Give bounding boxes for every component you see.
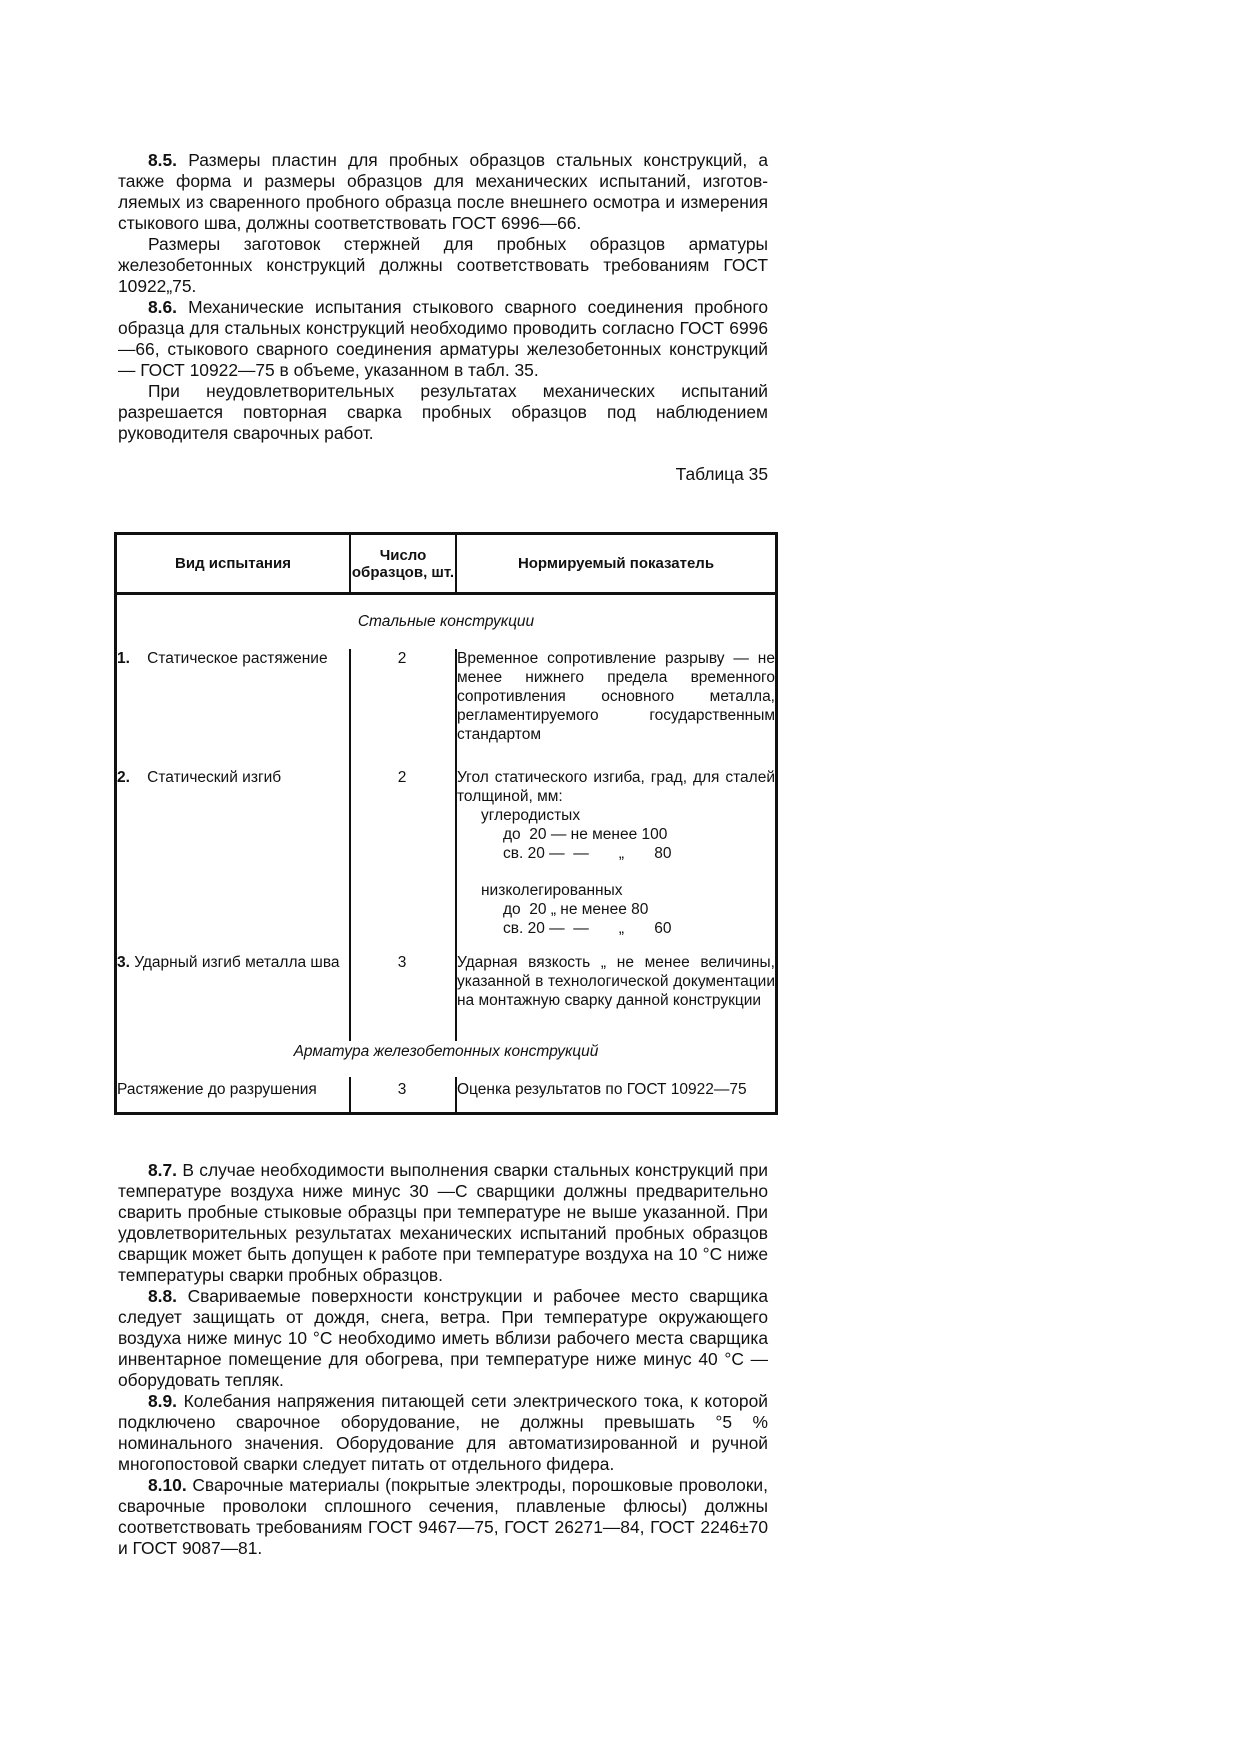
clause-number: 8.8. xyxy=(148,1286,178,1306)
row-number: 2. xyxy=(117,769,130,786)
paragraph-8-9 xyxy=(118,1391,768,1475)
clause-number: 8.10. xyxy=(148,1475,187,1495)
paragraph-text: Сварочные материалы (покрытые электроды, порошковые проволоки, сварочные проволоки сплошного сечения, плавленые флюсы) должны соответствовать требованиям ГОСТ 9467—75, ГОСТ 26271—84, ГОСТ 2246±70 и ГОСТ 9087—81. xyxy=(118,1475,768,1558)
row-4-norm: Оценка результатов по ГОСТ 10922—75 xyxy=(457,1081,747,1098)
norm-line: углеродистых xyxy=(481,807,581,824)
row-3-count: 3 xyxy=(397,954,407,971)
norm-line: до 20 — не менее 100 xyxy=(503,826,668,843)
row-4-count: 3 xyxy=(397,1081,407,1098)
header-sample-count: Число образцов, шт. xyxy=(351,546,455,581)
paragraph-8-6 xyxy=(118,297,768,381)
row-2-norm xyxy=(457,768,775,938)
header-norm: Нормируемый показатель xyxy=(517,555,715,572)
norm-line: св. 20 — — „ 80 xyxy=(503,845,672,862)
norm-line: Угол статического изгиба, град, для сталей толщиной, мм: xyxy=(457,769,775,805)
paragraph-8-8 xyxy=(118,1286,768,1391)
table-35 xyxy=(114,532,778,1115)
column-divider xyxy=(455,535,457,592)
test-name: Статический изгиб xyxy=(147,769,282,786)
row-3-norm: Ударная вязкость „ не менее величины, указанной в технологической документации на монтажную сварку данной конструкции xyxy=(457,954,775,1009)
row-1-count: 2 xyxy=(397,650,407,667)
row-4-name: Растяжение до разрушения xyxy=(117,1081,317,1098)
lower-text xyxy=(118,1160,768,1559)
paragraph-8-5 xyxy=(118,150,768,234)
paragraph-text: Механические испытания стыкового сварного соединения пробного образца для стальных конструкций необходимо проводить согласно ГОСТ 6996—66, стыкового сварного соединения арматуры железобетонных конструкций — ГОСТ 10922—75 в объеме, указанном в табл. 35. xyxy=(118,297,768,380)
paragraph-text: Размеры пластин для пробных образцов стальных конструкций, а также форма и размеры образцов для механических испытаний, изготовляемых из сваренного пробного образца после внешнего осмотра и измерения стыкового шва, должны соответствовать ГОСТ 6996—66. xyxy=(118,150,768,233)
norm-line: до 20 „ не менее 80 xyxy=(503,901,649,918)
section-steel: Стальные конструкции xyxy=(357,613,535,630)
upper-text xyxy=(118,150,768,485)
clause-number: 8.7. xyxy=(148,1160,178,1180)
paragraph-text: Колебания напряжения питающей сети электрического тока, к которой подключено сварочное оборудование, не должны превышать °5 % номинального значения. Оборудование для автоматизированной и ручной многопостовой сварки следует питать от отдельного фидера. xyxy=(118,1391,768,1474)
section-rebar: Арматура железобетонных конструкций xyxy=(293,1043,599,1060)
paragraph-8-7 xyxy=(118,1160,768,1286)
table-header xyxy=(117,535,775,595)
norm-line: низколегированных xyxy=(481,882,623,899)
column-divider xyxy=(349,535,351,592)
table-caption: Таблица 35 xyxy=(675,464,768,484)
row-1-norm: Временное сопротивление разрыву — не менее нижнего предела временного сопротивления основного металла, регламентируемого государственным стандартом xyxy=(457,650,775,743)
paragraph-text: В случае необходимости выполнения сварки стальных конструкций при температуре воздуха ниже минус 30 —С сварщики должны предварительно сварить пробные стыковые образцы при температуре не выше указанной. При удовлетворительных результатах механических испытаний пробных образцов сварщик может быть допущен к работе при температуре воздуха на 10 °С ниже температуры сварки пробных образцов. xyxy=(118,1160,768,1285)
norm-line: св. 20 — — „ 60 xyxy=(503,920,672,937)
paragraph-8-5-b: Размеры заготовок стержней для пробных образцов арматуры железобетонных конструкций должны соответствовать требованиям ГОСТ 10922„75. xyxy=(118,234,768,296)
clause-number: 8.5. xyxy=(148,150,178,170)
row-number: 3. xyxy=(117,954,130,971)
paragraph-8-6-b: При неудовлетворительных результатах механических испытаний разрешается повторная сварка пробных образцов под наблюдением руководителя сварочных работ. xyxy=(118,381,768,443)
test-name: Статическое растяжение xyxy=(147,650,328,667)
row-3-name xyxy=(117,953,347,972)
row-2-count: 2 xyxy=(397,769,407,786)
header-test-type: Вид испытания xyxy=(175,555,291,572)
test-name: Ударный изгиб металла шва xyxy=(134,954,340,971)
row-number: 1. xyxy=(117,650,130,667)
column-divider xyxy=(349,649,351,1041)
paragraph-8-10 xyxy=(118,1475,768,1559)
clause-number: 8.9. xyxy=(148,1391,178,1411)
row-1-name xyxy=(117,649,349,668)
paragraph-text: Свариваемые поверхности конструкции и рабочее место сварщика следует защищать от дождя, снега, ветра. При температуре окружающего воздуха ниже минус 10 °С необходимо иметь вблизи рабочего места сварщика инвентарное помещение для обогрева, при температуре ниже минус 40 °С — оборудовать тепляк. xyxy=(118,1286,768,1390)
clause-number: 8.6. xyxy=(148,297,178,317)
row-2-name xyxy=(117,768,349,787)
